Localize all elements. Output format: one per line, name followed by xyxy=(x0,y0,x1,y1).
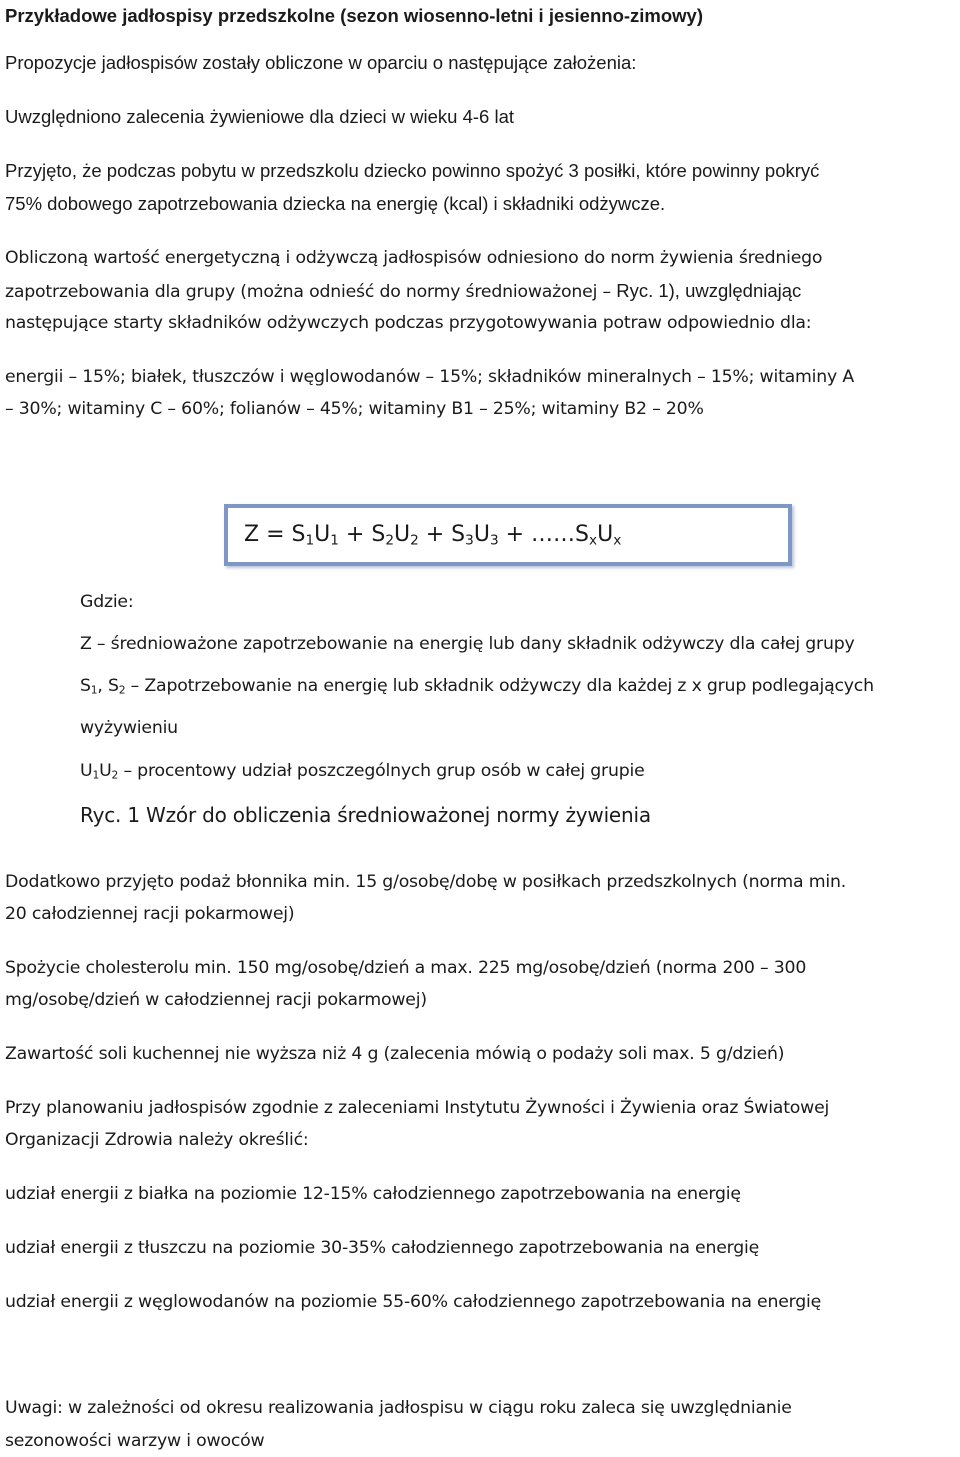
norms-line-2 xyxy=(5,275,801,308)
intro-line-3a: Przyjęto, że podczas pobytu w przedszkolu dziecko powinno spożyć 3 posiłki, które powinny pokryć xyxy=(5,160,820,181)
share-fat: udział energii z tłuszczu na poziomie 30-35% całodziennego zapotrzebowania na energię xyxy=(5,1238,760,1258)
cholesterol-line-2: mg/osobę/dzień w całodziennej racji pokarmowej) xyxy=(5,990,427,1010)
planning-line-1: Przy planowaniu jadłospisów zgodnie z zaleceniami Instytutu Żywności i Żywienia oraz Światowej xyxy=(5,1098,830,1118)
intro-line-3b: 75% dobowego zapotrzebowania dziecka na energię (kcal) i składniki odżywcze. xyxy=(5,193,666,214)
note-line-1: Uwagi: w zależności od okresu realizowania jadłospisu w ciągu roku zaleca się uwzględnianie xyxy=(5,1398,792,1418)
salt-line: Zawartość soli kuchennej nie wyższa niż 4 g (zalecenia mówią o podaży soli max. 5 g/dzień) xyxy=(5,1044,785,1064)
intro-line-1: Propozycje jadłospisów zostały obliczone w oparciu o następujące założenia: xyxy=(5,52,637,73)
legend-z: Z – średnioważone zapotrzebowanie na energię lub dany składnik odżywczy dla całej grupy xyxy=(80,634,855,654)
share-protein: udział energii z białka na poziomie 12-15% całodziennego zapotrzebowania na energię xyxy=(5,1184,741,1204)
legend-s: $S_1$, $S_2$ – Zapotrzebowanie na energię lub składnik odżywczy dla każdej z x grup podlegających xyxy=(80,676,874,697)
legend-s-cont: wyżywieniu xyxy=(80,718,178,738)
legend-where: Gdzie: xyxy=(80,592,134,612)
planning-line-2: Organizacji Zdrowia należy określić: xyxy=(5,1130,309,1150)
formula: $Z = S_1U_1 + S_2U_2 + S_3U_3$ + $\dots\dots S_xU_x$ xyxy=(244,522,622,549)
norms-line-4: energii – 15%; białek, tłuszczów i węglowodanów – 15%; składników mineralnych – 15%; witaminy A xyxy=(5,367,854,387)
figure-caption: Ryc. 1 Wzór do obliczenia średnioważonej normy żywienia xyxy=(80,803,651,827)
fiber-line-1: Dodatkowo przyjęto podaż błonnika min. 15 g/osobę/dobę w posiłkach przedszkolnych (norma min. xyxy=(5,872,847,892)
norms-line-1: Obliczoną wartość energetyczną i odżywczą jadłospisów odniesiono do norm żywienia średniego xyxy=(5,248,823,268)
page-title: Przykładowe jadłospisy przedszkolne (sezon wiosenno-letni i jesienno-zimowy) xyxy=(5,5,704,26)
fiber-line-2: 20 całodziennej racji pokarmowej) xyxy=(5,904,295,924)
legend-u: $U_1U_2$ – procentowy udział poszczególnych grup osób w całej grupie xyxy=(80,761,645,782)
formula-box xyxy=(224,504,792,566)
norms-line-2a: zapotrzebowania dla grupy (można odnieść do normy średnioważonej – xyxy=(5,282,617,302)
note-line-2: sezonowości warzyw i owoców xyxy=(5,1431,265,1451)
cholesterol-line-1: Spożycie cholesterolu min. 150 mg/osobę/dzień a max. 225 mg/osobę/dzień (norma 200 – 300 xyxy=(5,958,807,978)
norms-line-2b: Ryc. 1), uwzględniając xyxy=(616,280,802,301)
norms-line-5: – 30%; witaminy C – 60%; folianów – 45%; witaminy B1 – 25%; witaminy B2 – 20% xyxy=(5,399,704,419)
norms-line-3: następujące starty składników odżywczych podczas przygotowywania potraw odpowiednio dla: xyxy=(5,313,812,333)
intro-line-2: Uwzględniono zalecenia żywieniowe dla dzieci w wieku 4-6 lat xyxy=(5,106,515,127)
share-carbs: udział energii z węglowodanów na poziomie 55-60% całodziennego zapotrzebowania na energię xyxy=(5,1292,822,1312)
